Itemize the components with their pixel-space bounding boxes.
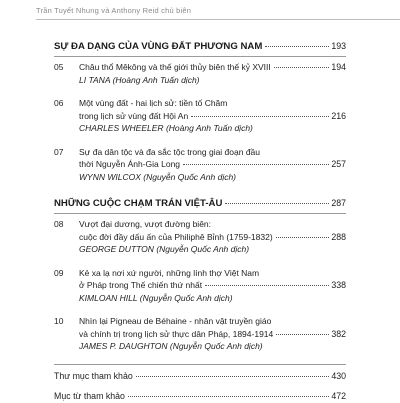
toc-entry[interactable] — [54, 62, 346, 87]
dot-leader — [205, 285, 329, 286]
chapter-number: 05 — [54, 62, 64, 72]
chapter-number: 09 — [54, 267, 64, 278]
back-matter-entry[interactable] — [54, 371, 346, 383]
entry-author-line — [79, 341, 346, 354]
section-title-text: SỰ ĐA DẠNG CỦA VÙNG ĐẤT PHƯƠNG NAM — [54, 41, 263, 52]
entry-title-line — [79, 111, 346, 124]
dot-leader — [276, 334, 329, 335]
toc-entry[interactable] — [54, 219, 346, 257]
dot-leader — [276, 237, 330, 238]
entry-title: Vượt đại dương, vượt đường biên: — [79, 219, 212, 229]
entry-author-line — [79, 75, 346, 88]
back-matter-entry[interactable] — [54, 391, 346, 403]
toc-entry[interactable] — [54, 147, 346, 185]
entry-title: ở Pháp trong Thế chiến thứ nhất — [79, 280, 203, 290]
entry-title: trong lịch sử vùng đất Hội An — [79, 110, 189, 121]
entry-page: 194 — [331, 62, 346, 72]
entry-author: GEORGE DUTTON — [79, 244, 154, 254]
back-matter-title: Thư mục tham khảo — [54, 370, 133, 381]
section-rule — [54, 213, 346, 214]
chapter-number: 10 — [54, 316, 64, 326]
entry-translator: (Hoàng Anh Tuấn dịch) — [112, 74, 200, 85]
entry-title-line — [79, 268, 346, 281]
back-matter-title: Mục từ tham khảo — [54, 390, 125, 401]
toc-entry[interactable] — [54, 98, 346, 136]
table-of-contents — [54, 41, 346, 403]
entry-title-line — [79, 62, 346, 75]
entry-title-line — [79, 147, 346, 160]
section-page: 287 — [331, 198, 346, 208]
entry-title: Châu thổ Mêkông và thế giới thủy biên thế kỷ XVIII — [79, 62, 271, 72]
entry-title: Sự đa dân tộc và đa sắc tộc trong giai đoạn đầu — [79, 146, 261, 157]
dot-leader — [265, 46, 329, 47]
entry-translator: (Nguyễn Quốc Anh dịch) — [143, 171, 237, 182]
entry-page: 288 — [331, 231, 346, 242]
entry-author-line — [79, 123, 346, 136]
entry-author: WYNN WILCOX — [79, 171, 141, 182]
entry-page: 216 — [331, 110, 346, 121]
chapter-number: 06 — [54, 98, 64, 108]
entry-author: CHARLES WHEELER — [79, 123, 164, 133]
toc-entry[interactable] — [54, 268, 346, 306]
entry-title-line — [79, 316, 346, 329]
entry-author: KIMLOAN HILL — [79, 292, 138, 303]
back-matter-page: 430 — [331, 370, 346, 381]
entry-author-line — [79, 244, 346, 257]
entry-author: JAMES P. DAUGHTON — [79, 341, 168, 351]
entry-body — [79, 268, 346, 306]
chapter-number: 08 — [54, 219, 64, 229]
dot-leader — [136, 376, 330, 377]
entry-author-line — [79, 172, 346, 185]
back-matter-page: 472 — [331, 390, 346, 401]
dot-leader — [128, 396, 329, 397]
entry-title: cuộc đời đầy dấu ấn của Philiphê Bỉnh (1759-1832) — [79, 231, 273, 242]
entry-title: thời Nguyễn Ánh-Gia Long — [79, 159, 181, 169]
dot-leader — [183, 164, 329, 165]
dot-leader — [274, 67, 330, 68]
toc-entry[interactable] — [54, 316, 346, 354]
dot-leader — [225, 203, 329, 204]
entry-title-line — [79, 329, 346, 342]
entry-title: Một vùng đất - hai lịch sử: tiền tố Chăm — [79, 98, 228, 108]
section-title-text: NHỮNG CUỘC CHẠM TRÁN VIỆT-ÂU — [54, 198, 223, 209]
entry-translator: (Nguyễn Quốc Anh dịch) — [139, 292, 233, 303]
entry-title-line — [79, 280, 346, 293]
running-header: Trần Tuyết Nhung và Anthony Reid chủ biên — [36, 6, 192, 15]
entry-page: 338 — [331, 280, 346, 290]
chapter-number: 07 — [54, 146, 64, 157]
dot-leader — [191, 116, 329, 117]
entry-body — [79, 62, 346, 87]
header-rule — [36, 19, 400, 20]
entry-body — [79, 98, 346, 136]
entry-author: LI TANA — [79, 74, 111, 85]
entry-title: và chính trị trong lịch sử thực dân Pháp, 1894-1914 — [79, 328, 274, 339]
entry-translator: (Nguyễn Quốc Anh dịch) — [169, 341, 263, 351]
entry-title-line — [79, 98, 346, 111]
entry-page: 257 — [331, 159, 346, 169]
entry-title: Nhìn lại Pigneau de Béhaine - nhân vật truyền giáo — [79, 316, 272, 326]
entry-body — [79, 147, 346, 185]
section-rule — [54, 56, 346, 57]
entry-translator: (Nguyễn Quốc Anh dịch) — [156, 244, 250, 254]
entry-translator: (Hoàng Anh Tuấn dịch) — [165, 123, 253, 133]
section-title[interactable] — [54, 41, 346, 53]
entry-title-line — [79, 232, 346, 245]
entry-body — [79, 316, 346, 354]
entry-title: Kẻ xa lạ nơi xứ người, những lính thợ Việt Nam — [79, 267, 260, 278]
section-title[interactable] — [54, 198, 346, 210]
entry-body — [79, 219, 346, 257]
entry-page: 382 — [331, 328, 346, 339]
entry-title-line — [79, 219, 346, 232]
entry-author-line — [79, 293, 346, 306]
entry-title-line — [79, 159, 346, 172]
section-page: 193 — [331, 41, 346, 51]
